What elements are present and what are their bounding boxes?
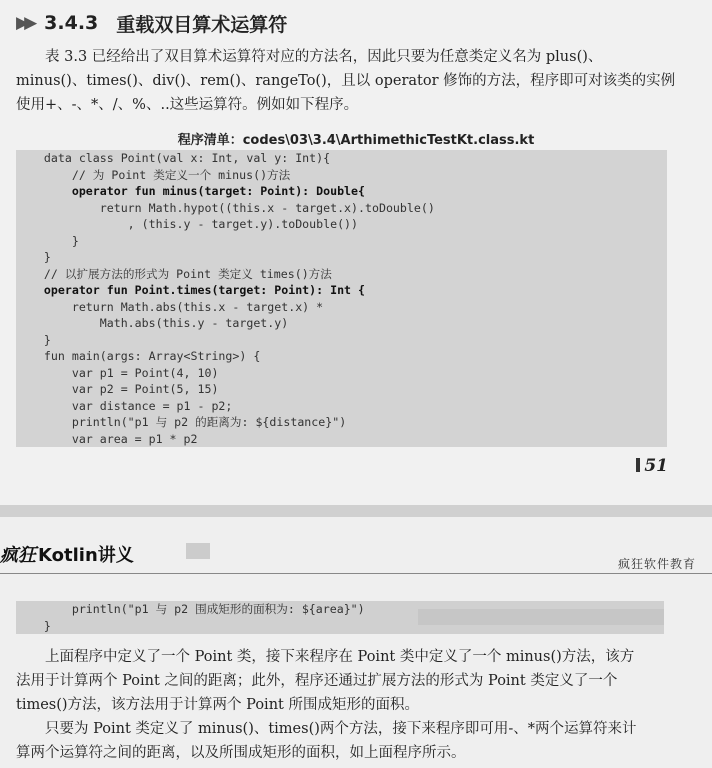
code-line: var p2 = Point(5, 15) <box>16 382 219 396</box>
code-line: // 为 Point 类定义一个 minus()方法 <box>16 167 291 182</box>
code-line: var distance = p1 - p2; <box>16 398 233 413</box>
code-line: return Math.abs(this.x - target.x) * <box>16 299 324 314</box>
header-divider <box>0 573 712 574</box>
publisher-name: 疯狂软件教育 <box>617 557 696 571</box>
intro-paragraph <box>16 45 698 117</box>
code-line: operator fun minus(target: Point): Double{ <box>16 184 366 198</box>
listing-title: 程序清单：codes\03\3.4\ArthimethicTestKt.class.kt <box>177 133 535 148</box>
code-line: // 以扩展方法的形式为 Point 类定义 times()方法 <box>16 266 332 281</box>
code-line: println("p1 与 p2 围成矩形的面积为: ${area}") <box>16 602 365 616</box>
section-heading <box>16 8 287 38</box>
code-line: var p1 = Point(4, 10) <box>16 365 219 380</box>
code-listing <box>16 150 667 447</box>
body-paragraph <box>16 645 698 765</box>
book-brand <box>0 541 134 567</box>
code-line: operator fun Point.times(target: Point): Int { <box>16 283 366 297</box>
page-marker-icon <box>636 458 640 472</box>
brand-part3: 讲义 <box>97 545 134 566</box>
brand-part1: 疯狂 <box>0 545 36 566</box>
page-number <box>636 456 668 476</box>
code-line: Math.abs(this.y - target.y) <box>16 316 289 330</box>
code-line: println("p1 与 p2 的距离为: ${distance}") <box>16 415 347 429</box>
code-line: } <box>16 618 51 633</box>
body-line: 算两个运算符之间的距离，以及所围成矩形的面积，如上面程序所示。 <box>16 745 466 761</box>
page-number-text: 51 <box>644 456 668 476</box>
section-title: 重载双目算术运算符 <box>116 13 288 36</box>
chapter-tab <box>186 543 210 559</box>
intro-line: 使用+、-、*、/、%、..这些运算符。例如如下程序。 <box>16 97 359 113</box>
code-line: , (this.y - target.y).toDouble()) <box>16 217 359 231</box>
bottom-page <box>0 517 712 768</box>
double-arrow-icon: ▶▶ <box>16 13 33 33</box>
body-line: 法用于计算两个 Point 之间的距离；此外，程序还通过扩展方法的形式为 Point 类定义了一个 <box>16 673 618 689</box>
intro-line: minus()、times()、div()、rem()、rangeTo()，且以 operator 修饰的方法，程序即可对该类的实例 <box>16 73 676 89</box>
body-line: times()方法，该方法用于计算两个 Point 所围成矩形的面积。 <box>16 697 419 713</box>
code-line: return Math.hypot((this.x - target.x).toDouble() <box>16 200 435 215</box>
code-line: data class Point(val x: Int, val y: Int){ <box>16 151 331 165</box>
intro-line: 表 3.3 已经给出了双目算术运算符对应的方法名，因此只要为任意类定义名为 plus()、 <box>45 49 603 65</box>
brand-part2: Kotlin <box>38 545 98 566</box>
code-line: var area = p1 * p2 <box>16 431 198 446</box>
code-line: fun main(args: Array<String>) { <box>16 349 261 363</box>
body-line: 上面程序中定义了一个 Point 类，接下来程序在 Point 类中定义了一个 minus()方法，该方 <box>45 649 635 665</box>
bleed-through-shadow <box>418 609 664 625</box>
page-gap <box>0 505 712 517</box>
body-line: 只要为 Point 类定义了 minus()、times()两个方法，接下来程序即可用-、*两个运算符来计 <box>45 721 637 737</box>
section-number: 3.4.3 <box>44 12 99 34</box>
code-line: } <box>16 250 51 264</box>
code-line: } <box>16 233 79 248</box>
code-line: } <box>16 332 51 347</box>
